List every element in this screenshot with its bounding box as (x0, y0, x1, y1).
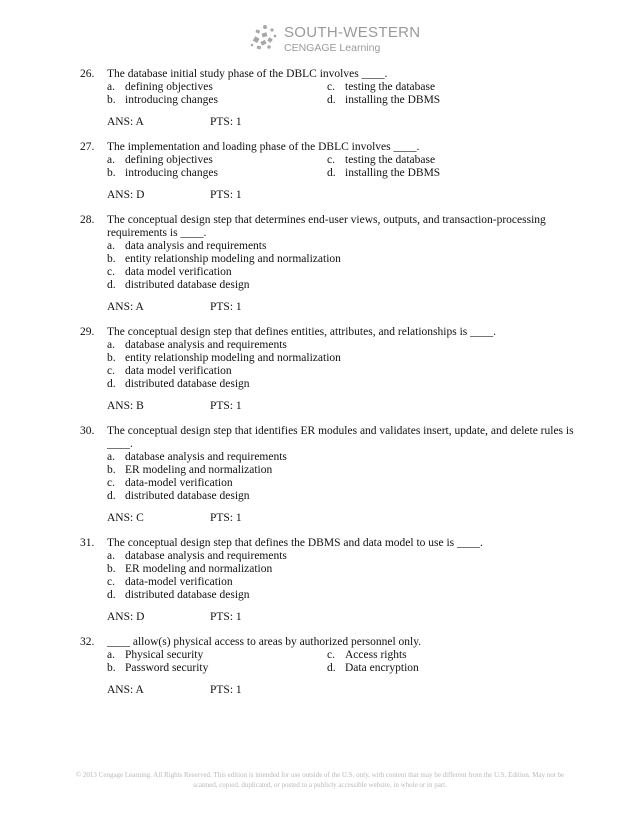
answer-option (107, 279, 600, 292)
option-letter: c. (107, 576, 115, 588)
answer-option (107, 589, 600, 602)
answer-label: ANS: A (107, 301, 144, 313)
answer-option (327, 662, 527, 675)
answer-option (107, 167, 327, 180)
answer-label: ANS: D (107, 611, 145, 623)
points-label: PTS: 1 (210, 611, 242, 623)
option-text: data-model verification (125, 477, 233, 489)
brand-line2: CENGAGE Learning (284, 42, 381, 54)
brand-line1: SOUTH-WESTERN (284, 24, 421, 41)
option-letter: a. (107, 550, 115, 562)
option-letter: d. (107, 378, 116, 390)
answer-options (107, 550, 600, 602)
answer-key (107, 512, 600, 525)
option-letter: d. (107, 279, 116, 291)
points-label: PTS: 1 (210, 116, 242, 128)
answer-key (107, 116, 600, 129)
question-number: 28. (80, 214, 95, 226)
answer-option (107, 154, 327, 167)
question-number: 32. (80, 636, 95, 648)
answer-options (107, 451, 600, 503)
answer-option (107, 563, 600, 576)
option-text: data analysis and requirements (125, 240, 267, 252)
question-number: 29. (80, 326, 95, 338)
option-text: database analysis and requirements (125, 550, 287, 562)
question-number: 30. (80, 425, 95, 437)
points-label: PTS: 1 (210, 189, 242, 201)
answer-option (107, 451, 600, 464)
option-letter: b. (107, 94, 116, 106)
question-item (80, 636, 600, 697)
answer-option (327, 81, 527, 94)
option-text: ER modeling and normalization (125, 563, 273, 575)
question-text: The conceptual design step that identifies ER modules and validates insert, update, and delete rules is ____. (107, 425, 574, 450)
option-letter: c. (327, 81, 335, 93)
option-text: Password security (125, 662, 209, 674)
answer-option (327, 649, 527, 662)
answer-key (107, 189, 600, 202)
option-letter: c. (327, 649, 335, 661)
question-list (80, 68, 600, 709)
answer-option (107, 550, 600, 563)
option-text: Physical security (125, 649, 204, 661)
answer-options (107, 240, 600, 292)
answer-option (107, 576, 600, 589)
question-item (80, 214, 600, 314)
question-stem (80, 636, 600, 649)
option-text: database analysis and requirements (125, 451, 287, 463)
answer-key (107, 400, 600, 413)
option-text: ER modeling and normalization (125, 464, 273, 476)
answer-option (107, 339, 600, 352)
option-letter: c. (107, 365, 115, 377)
question-text: The conceptual design step that determines end-user views, outputs, and transaction-processing requirements is ____. (107, 214, 546, 239)
option-text: data model verification (125, 365, 232, 377)
option-letter: a. (107, 81, 115, 93)
answer-key (107, 301, 600, 314)
question-stem (80, 326, 600, 339)
answer-options (107, 649, 600, 675)
points-label: PTS: 1 (210, 400, 242, 412)
answer-option (107, 477, 600, 490)
option-letter: c. (327, 154, 335, 166)
option-letter: b. (107, 167, 116, 179)
option-text: database analysis and requirements (125, 339, 287, 351)
answer-option (107, 490, 600, 503)
question-stem (80, 537, 600, 550)
answer-option (327, 167, 527, 180)
option-letter: c. (107, 266, 115, 278)
answer-options (107, 81, 600, 107)
option-text: defining objectives (125, 154, 213, 166)
option-letter: d. (327, 167, 336, 179)
answer-options (107, 339, 600, 391)
option-letter: b. (107, 464, 116, 476)
answer-label: ANS: A (107, 116, 144, 128)
option-text: distributed database design (125, 589, 250, 601)
answer-option (107, 266, 600, 279)
question-number: 27. (80, 141, 95, 153)
question-text: The database initial study phase of the DBLC involves ____. (107, 68, 388, 80)
option-letter: a. (107, 154, 115, 166)
question-text: ____ allow(s) physical access to areas by authorized personnel only. (107, 636, 422, 648)
option-letter: b. (107, 352, 116, 364)
publisher-logo (248, 20, 421, 58)
option-text: testing the database (345, 81, 436, 93)
answer-option (107, 464, 600, 477)
answer-label: ANS: A (107, 684, 144, 696)
option-text: Access rights (345, 649, 407, 661)
answer-key (107, 611, 600, 624)
option-letter: a. (107, 339, 115, 351)
answer-label: ANS: C (107, 512, 144, 524)
option-letter: d. (327, 662, 336, 674)
option-text: entity relationship modeling and normalization (125, 352, 341, 364)
option-letter: b. (107, 253, 116, 265)
option-text: installing the DBMS (345, 167, 441, 179)
question-text: The conceptual design step that defines entities, attributes, and relationships is ____. (107, 326, 496, 338)
answer-options (107, 154, 600, 180)
answer-option (107, 240, 600, 253)
points-label: PTS: 1 (210, 301, 242, 313)
option-letter: c. (107, 477, 115, 489)
option-text: distributed database design (125, 490, 250, 502)
option-letter: b. (107, 662, 116, 674)
points-label: PTS: 1 (210, 684, 242, 696)
answer-option (107, 378, 600, 391)
answer-option (107, 365, 600, 378)
option-text: distributed database design (125, 279, 250, 291)
cengage-logo-icon (248, 22, 282, 56)
question-item (80, 425, 600, 525)
option-text: introducing changes (125, 94, 218, 106)
answer-label: ANS: B (107, 400, 144, 412)
option-text: data-model verification (125, 576, 233, 588)
question-stem (80, 68, 600, 81)
option-letter: d. (327, 94, 336, 106)
answer-label: ANS: D (107, 189, 145, 201)
answer-option (327, 94, 527, 107)
question-item (80, 141, 600, 202)
question-text: The implementation and loading phase of the DBLC involves ____. (107, 141, 420, 153)
option-text: entity relationship modeling and normalization (125, 253, 341, 265)
question-stem (80, 214, 600, 240)
option-letter: a. (107, 240, 115, 252)
question-number: 31. (80, 537, 95, 549)
option-letter: d. (107, 490, 116, 502)
option-text: distributed database design (125, 378, 250, 390)
option-letter: a. (107, 649, 115, 661)
question-stem (80, 141, 600, 154)
answer-key (107, 684, 600, 697)
option-text: introducing changes (125, 167, 218, 179)
option-text: testing the database (345, 154, 436, 166)
answer-option (107, 94, 327, 107)
question-item (80, 537, 600, 624)
answer-option (107, 81, 327, 94)
answer-option (107, 352, 600, 365)
question-text: The conceptual design step that defines the DBMS and data model to use is ____. (107, 537, 483, 549)
answer-option (327, 154, 527, 167)
option-text: defining objectives (125, 81, 213, 93)
question-stem (80, 425, 600, 451)
option-letter: a. (107, 451, 115, 463)
question-item (80, 68, 600, 129)
option-letter: d. (107, 589, 116, 601)
answer-option (107, 662, 327, 675)
question-item (80, 326, 600, 413)
copyright-footer: © 2013 Cengage Learning. All Rights Reserved. This edition is intended for use outside of the U.S. only, with content that may be different from the U.S. Edition. May not be scanned, copied, duplicated, or posted to a publicly accessible website, in whole or in part. (75, 771, 565, 789)
option-letter: b. (107, 563, 116, 575)
points-label: PTS: 1 (210, 512, 242, 524)
option-text: Data encryption (345, 662, 419, 674)
option-text: data model verification (125, 266, 232, 278)
answer-option (107, 253, 600, 266)
option-text: installing the DBMS (345, 94, 441, 106)
question-number: 26. (80, 68, 95, 80)
answer-option (107, 649, 327, 662)
